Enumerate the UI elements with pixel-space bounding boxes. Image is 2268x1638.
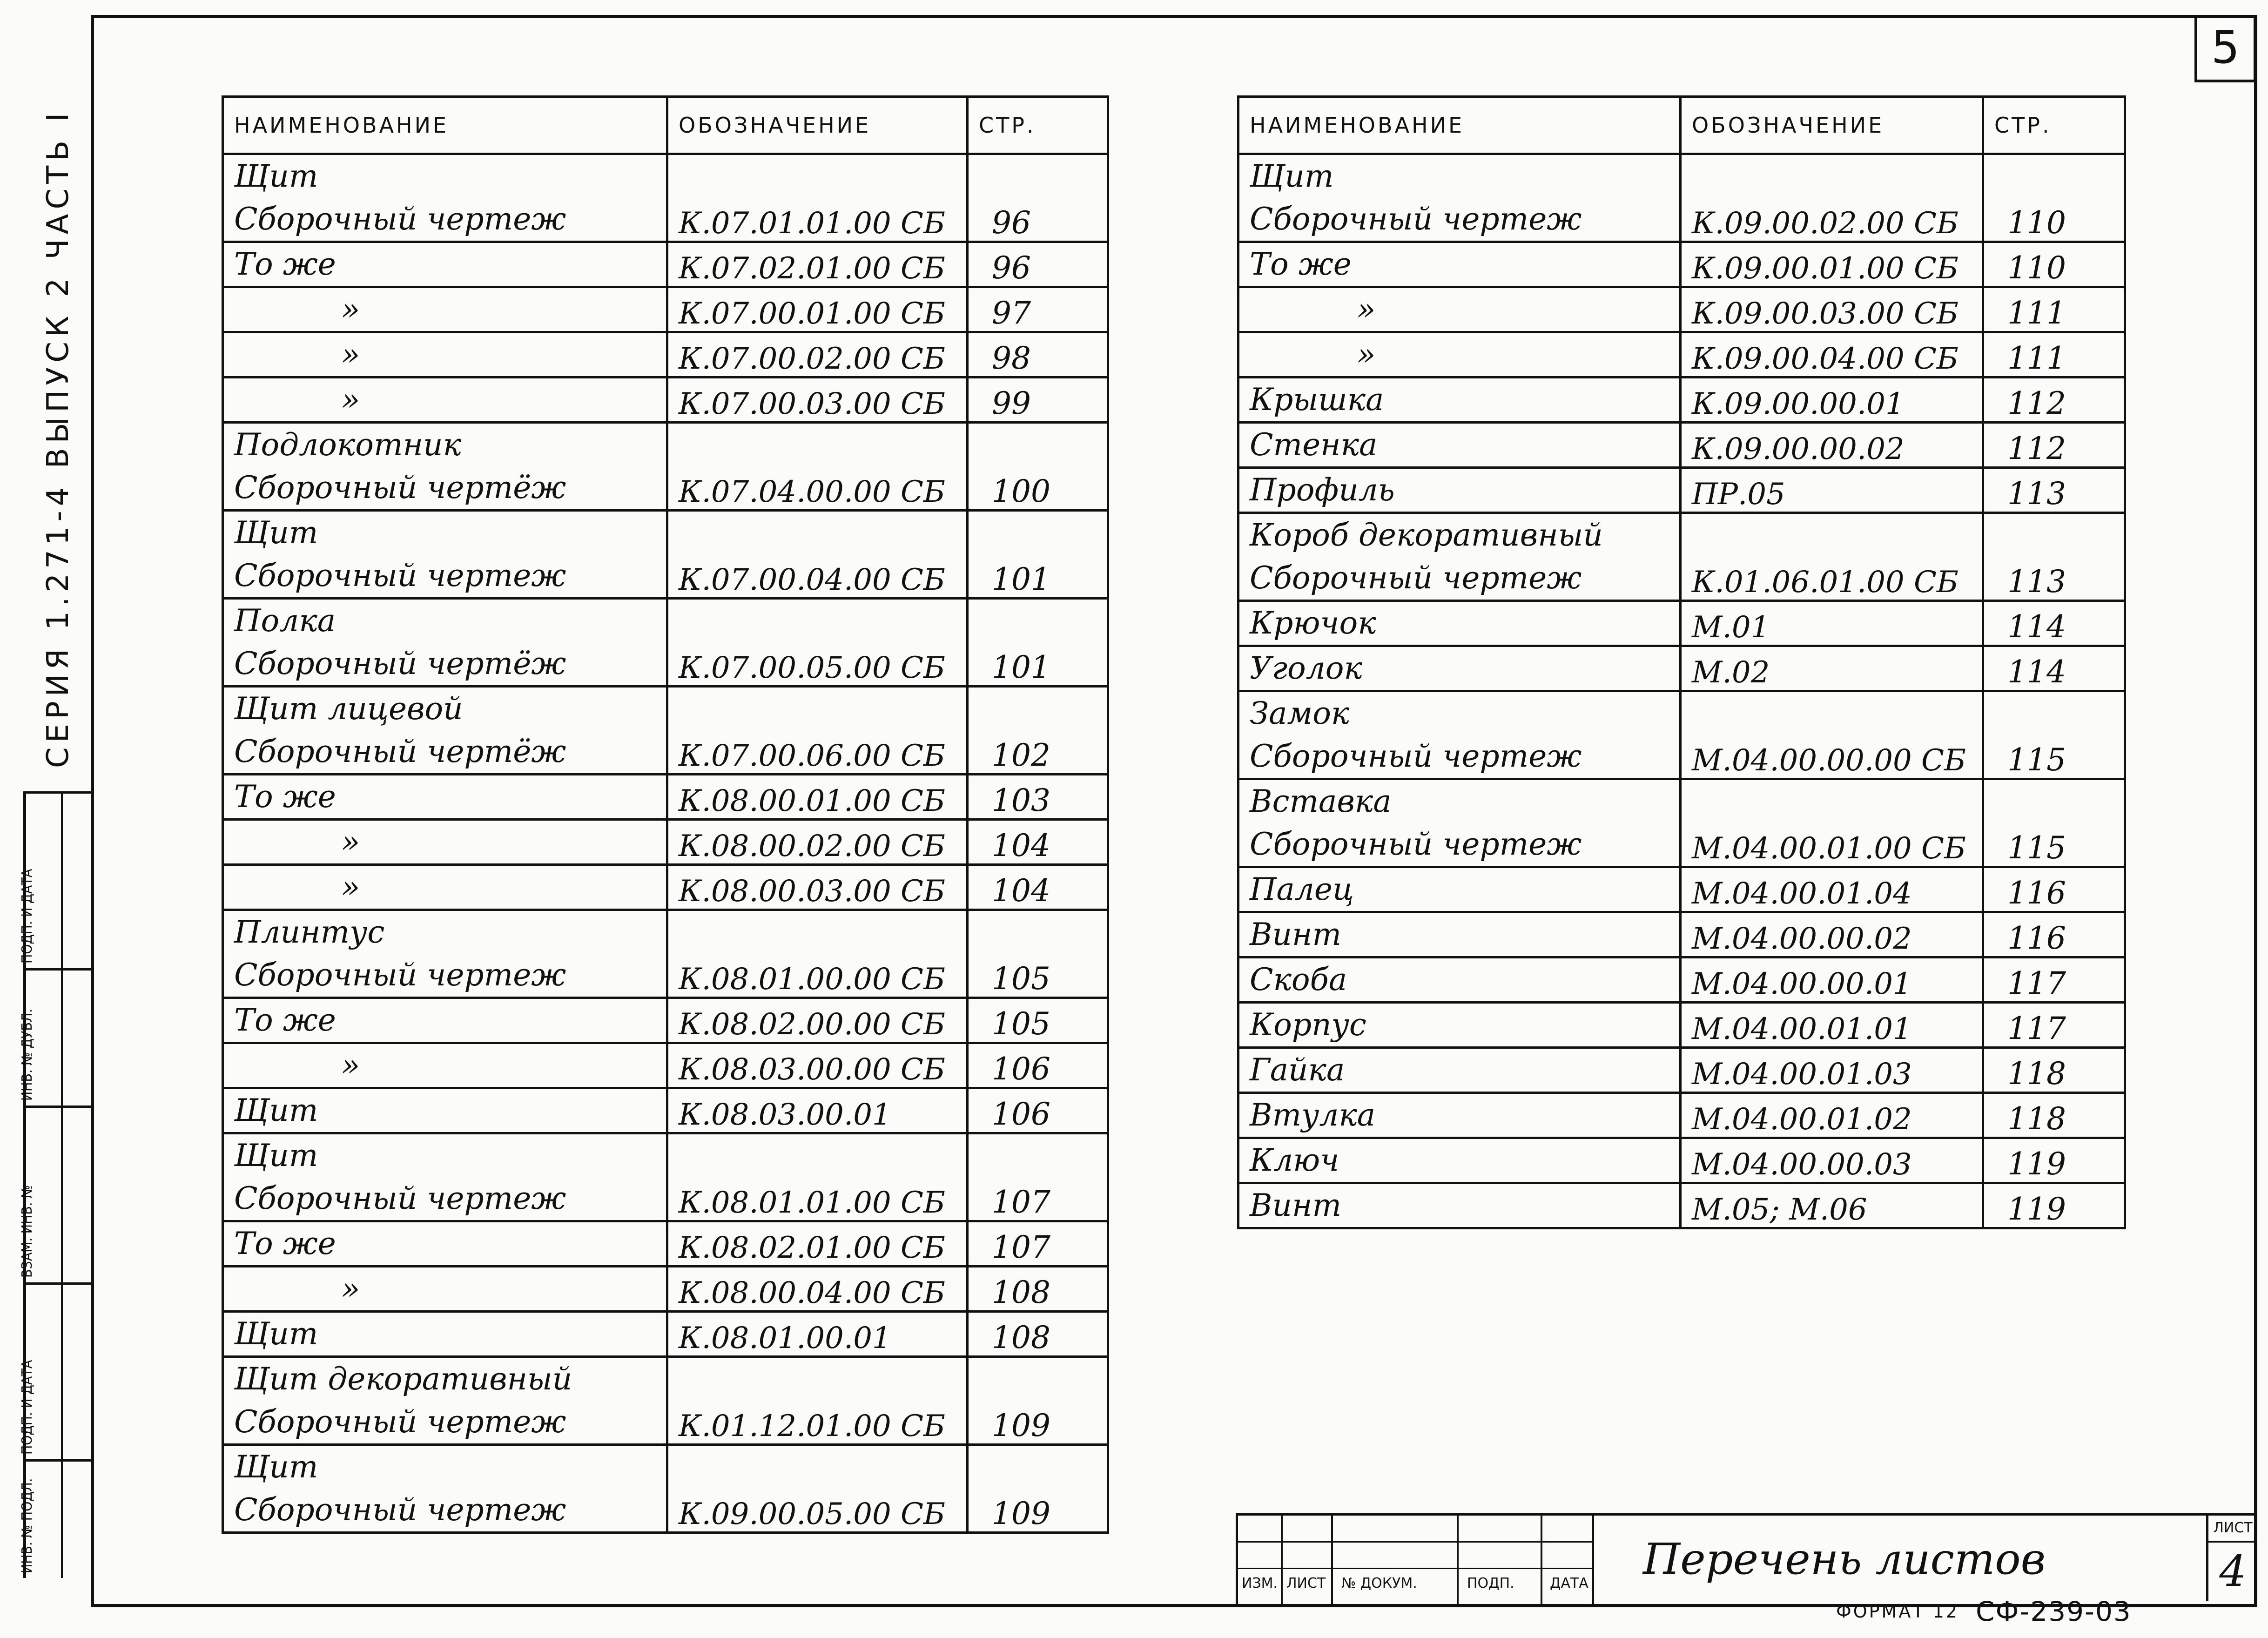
table-row xyxy=(223,865,1108,910)
table-row xyxy=(1238,1093,2125,1138)
item-page-cell: 110 xyxy=(1983,242,2125,287)
item-name-cell xyxy=(1238,513,1681,601)
column-header-name: НАИМЕНОВАНИЕ xyxy=(223,97,667,154)
item-name-line: » xyxy=(1357,291,1376,327)
item-page-cell: 110 xyxy=(1983,154,2125,242)
item-name-line: » xyxy=(341,291,360,327)
item-page-cell: 111 xyxy=(1983,332,2125,377)
item-name-line: Крышка xyxy=(1250,382,1384,418)
item-name-line: Винт xyxy=(1250,917,1342,952)
item-name-line: Щит xyxy=(234,1316,318,1352)
item-page-cell: 113 xyxy=(1983,468,2125,513)
approval-cell-sign-date-2 xyxy=(19,791,91,968)
item-name-cell xyxy=(1238,867,1681,912)
approval-label: ИНВ. № ДУБЛ. xyxy=(19,1009,35,1101)
table-row xyxy=(1238,423,2125,468)
item-name-line: То же xyxy=(234,1002,336,1038)
table-row xyxy=(223,242,1108,287)
table-row xyxy=(1238,601,2125,646)
item-designation-cell: К.08.03.00.01 xyxy=(667,1088,968,1133)
table-row xyxy=(1238,867,2125,912)
item-page-cell: 119 xyxy=(1983,1183,2125,1228)
stamp-column-sheet: ЛИСТ xyxy=(1286,1575,1326,1591)
item-page-cell: 115 xyxy=(1983,779,2125,867)
item-name-line: Сборочный чертёж xyxy=(234,734,566,769)
item-name-line: Щит xyxy=(234,1138,318,1173)
approval-cell-replacement-inv xyxy=(19,1105,91,1282)
item-name-line: Сборочный чертеж xyxy=(234,1180,566,1216)
item-name-line: Плинтус xyxy=(234,914,385,950)
item-designation-cell: К.07.00.03.00 СБ xyxy=(667,377,968,423)
item-name-cell xyxy=(223,511,667,599)
item-name-line: Сборочный чертеж xyxy=(234,1492,566,1528)
item-designation-cell: К.07.04.00.00 СБ xyxy=(667,423,968,511)
item-name-cell xyxy=(223,1088,667,1133)
item-name-line: Сборочный чертеж xyxy=(1250,738,1582,774)
item-name-cell xyxy=(1238,601,1681,646)
table-row xyxy=(223,423,1108,511)
table-row xyxy=(223,1357,1108,1445)
sheet-number: 4 xyxy=(2219,1546,2247,1596)
item-name-line: » xyxy=(341,824,360,860)
item-designation-cell: М.05; М.06 xyxy=(1681,1183,1983,1228)
item-name-cell xyxy=(1238,912,1681,957)
table-row xyxy=(223,332,1108,377)
table-row xyxy=(1238,332,2125,377)
item-name-line: Сборочный чертеж xyxy=(234,201,566,237)
item-designation-cell: К.07.01.01.00 СБ xyxy=(667,154,968,242)
item-designation-cell: К.08.03.00.00 СБ xyxy=(667,1043,968,1088)
item-name-line: Щит декоративный xyxy=(234,1361,572,1397)
item-name-line: Щит xyxy=(234,158,318,194)
item-name-cell xyxy=(223,332,667,377)
item-page-cell: 113 xyxy=(1983,513,2125,601)
table-row xyxy=(223,599,1108,687)
table-row xyxy=(223,1445,1108,1533)
item-designation-cell: М.04.00.01.00 СБ xyxy=(1681,779,1983,867)
item-name-cell xyxy=(223,1267,667,1312)
item-page-cell: 105 xyxy=(968,910,1108,998)
item-name-line: Сборочный чертёж xyxy=(234,646,566,681)
approval-cell-original-inv xyxy=(19,1459,91,1578)
item-designation-cell: К.08.00.03.00 СБ xyxy=(667,865,968,910)
table-row xyxy=(223,1312,1108,1357)
item-name-line: Щит xyxy=(234,1092,318,1128)
item-page-cell: 112 xyxy=(1983,377,2125,423)
item-name-line: Гайка xyxy=(1250,1052,1345,1088)
item-designation-cell: К.07.00.01.00 СБ xyxy=(667,287,968,332)
item-name-line: » xyxy=(1357,337,1376,372)
table-row xyxy=(223,1267,1108,1312)
item-name-line: Винт xyxy=(1250,1187,1342,1223)
sheet-list-table-left xyxy=(222,95,1109,1534)
item-page-cell: 119 xyxy=(1983,1138,2125,1183)
table-row xyxy=(1238,377,2125,423)
table-row xyxy=(223,1088,1108,1133)
item-name-cell xyxy=(223,154,667,242)
item-name-line: Ключ xyxy=(1250,1142,1339,1178)
item-designation-cell: К.08.00.04.00 СБ xyxy=(667,1267,968,1312)
item-name-cell xyxy=(223,377,667,423)
format-label: ФОРМАТ 12 xyxy=(1836,1601,1959,1622)
item-name-cell xyxy=(1238,691,1681,779)
item-name-line: Профиль xyxy=(1250,472,1395,508)
sheet-list-table-right xyxy=(1237,95,2126,1229)
stamp-column-document: № ДОКУМ. xyxy=(1341,1575,1417,1591)
item-name-line: » xyxy=(341,382,360,418)
item-name-line: Щит лицевой xyxy=(234,691,463,727)
item-page-cell: 101 xyxy=(968,599,1108,687)
table-row xyxy=(1238,1048,2125,1093)
table-row xyxy=(1238,287,2125,332)
item-name-line: Крючок xyxy=(1250,605,1376,641)
document-title: Перечень листов xyxy=(1643,1534,2046,1584)
item-designation-cell: К.09.00.01.00 СБ xyxy=(1681,242,1983,287)
item-page-cell: 112 xyxy=(1983,423,2125,468)
item-designation-cell: К.01.12.01.00 СБ xyxy=(667,1357,968,1445)
item-name-cell xyxy=(223,910,667,998)
item-page-cell: 108 xyxy=(968,1267,1108,1312)
approval-cell-sign-date xyxy=(19,1282,91,1459)
revision-divider xyxy=(1541,1516,1542,1604)
item-name-cell xyxy=(1238,779,1681,867)
item-page-cell: 114 xyxy=(1983,646,2125,691)
item-name-cell xyxy=(223,1043,667,1088)
item-name-cell xyxy=(1238,423,1681,468)
item-designation-cell: К.07.02.01.00 СБ xyxy=(667,242,968,287)
item-page-cell: 106 xyxy=(968,1043,1108,1088)
column-header-page: СТР. xyxy=(1983,97,2125,154)
table-row xyxy=(223,910,1108,998)
revision-grid xyxy=(1236,1516,1594,1604)
revision-divider xyxy=(1281,1516,1283,1604)
table-row xyxy=(1238,912,2125,957)
item-name-line: Короб декоративный xyxy=(1250,517,1603,553)
item-designation-cell: М.04.00.01.02 xyxy=(1681,1093,1983,1138)
item-name-line: Сборочный чертеж xyxy=(1250,826,1582,862)
item-page-cell: 97 xyxy=(968,287,1108,332)
item-page-cell: 99 xyxy=(968,377,1108,423)
item-name-line: То же xyxy=(1250,246,1352,282)
approval-label: ВЗАМ. ИНВ. № xyxy=(19,1185,35,1278)
item-name-line: Щит xyxy=(234,1449,318,1485)
table-row xyxy=(223,377,1108,423)
item-name-line: Щит xyxy=(234,515,318,551)
item-name-line: Щит xyxy=(1250,158,1334,194)
table-row xyxy=(1238,779,2125,867)
table-row xyxy=(1238,1138,2125,1183)
item-designation-cell: К.08.01.01.00 СБ xyxy=(667,1133,968,1221)
item-page-cell: 101 xyxy=(968,511,1108,599)
item-designation-cell: К.01.06.01.00 СБ xyxy=(1681,513,1983,601)
column-header-designation: ОБОЗНАЧЕНИЕ xyxy=(667,97,968,154)
item-page-cell: 102 xyxy=(968,687,1108,775)
item-designation-cell: М.04.00.00.01 xyxy=(1681,957,1983,1003)
item-designation-cell: ПР.05 xyxy=(1681,468,1983,513)
item-name-cell xyxy=(223,599,667,687)
item-name-cell xyxy=(1238,957,1681,1003)
item-designation-cell: М.04.00.00.00 СБ xyxy=(1681,691,1983,779)
table-row xyxy=(223,687,1108,775)
item-name-cell xyxy=(1238,1183,1681,1228)
table-row xyxy=(1238,242,2125,287)
item-designation-cell: М.02 xyxy=(1681,646,1983,691)
item-name-line: Палец xyxy=(1250,871,1354,907)
table-row xyxy=(223,998,1108,1043)
item-name-cell xyxy=(1238,287,1681,332)
item-name-cell xyxy=(1238,468,1681,513)
item-page-cell: 117 xyxy=(1983,1003,2125,1048)
sheet-number-box xyxy=(2206,1516,2257,1601)
table-row xyxy=(223,1043,1108,1088)
item-name-line: Уголок xyxy=(1250,650,1362,686)
revision-line xyxy=(1238,1541,1592,1543)
item-name-line: Вставка xyxy=(1250,783,1392,819)
item-designation-cell: К.07.00.02.00 СБ xyxy=(667,332,968,377)
table-row xyxy=(223,1133,1108,1221)
item-designation-cell: К.08.02.01.00 СБ xyxy=(667,1221,968,1267)
table-row xyxy=(1238,691,2125,779)
item-name-cell xyxy=(1238,242,1681,287)
item-name-cell xyxy=(1238,1048,1681,1093)
item-designation-cell: М.04.00.01.04 xyxy=(1681,867,1983,912)
item-designation-cell: К.07.00.05.00 СБ xyxy=(667,599,968,687)
item-designation-cell: М.04.00.00.03 xyxy=(1681,1138,1983,1183)
column-header-designation: ОБОЗНАЧЕНИЕ xyxy=(1681,97,1983,154)
item-name-line: То же xyxy=(234,246,336,282)
revision-divider xyxy=(1457,1516,1459,1604)
approval-label: ПОДП. И ДАТА xyxy=(19,869,35,964)
item-name-line: Полка xyxy=(234,603,336,639)
item-page-cell: 118 xyxy=(1983,1093,2125,1138)
table-row xyxy=(223,1221,1108,1267)
item-designation-cell: К.07.00.06.00 СБ xyxy=(667,687,968,775)
item-designation-cell: К.09.00.00.02 xyxy=(1681,423,1983,468)
item-designation-cell: М.01 xyxy=(1681,601,1983,646)
item-designation-cell: К.09.00.00.01 xyxy=(1681,377,1983,423)
item-name-line: То же xyxy=(234,779,336,815)
item-name-line: То же xyxy=(234,1226,336,1261)
item-designation-cell: М.04.00.01.03 xyxy=(1681,1048,1983,1093)
item-name-cell xyxy=(1238,377,1681,423)
item-designation-cell: К.09.00.04.00 СБ xyxy=(1681,332,1983,377)
item-name-line: Сборочный чертеж xyxy=(1250,201,1582,237)
item-designation-cell: К.09.00.05.00 СБ xyxy=(667,1445,968,1533)
item-name-cell xyxy=(223,998,667,1043)
item-page-cell: 111 xyxy=(1983,287,2125,332)
table-row xyxy=(1238,468,2125,513)
item-name-cell xyxy=(223,1357,667,1445)
item-page-cell: 104 xyxy=(968,820,1108,865)
table-row xyxy=(223,287,1108,332)
table-row xyxy=(223,154,1108,242)
table-row xyxy=(223,511,1108,599)
item-page-cell: 100 xyxy=(968,423,1108,511)
item-name-line: Замок xyxy=(1250,695,1350,731)
approval-cell-duplicate-inv xyxy=(19,968,91,1105)
item-name-line: Сборочный чертеж xyxy=(1250,560,1582,596)
table-row xyxy=(223,775,1108,820)
item-page-cell: 98 xyxy=(968,332,1108,377)
item-name-cell xyxy=(1238,154,1681,242)
approval-strip xyxy=(19,791,91,1578)
item-name-line: » xyxy=(341,337,360,372)
item-name-cell xyxy=(223,820,667,865)
item-designation-cell: К.09.00.02.00 СБ xyxy=(1681,154,1983,242)
item-designation-cell: К.08.02.00.00 СБ xyxy=(667,998,968,1043)
series-side-title: СЕРИЯ 1.271-4 ВЫПУСК 2 ЧАСТЬ I xyxy=(41,108,75,768)
item-name-line: » xyxy=(341,869,360,905)
stamp-column-date: ДАТА xyxy=(1550,1575,1588,1591)
item-name-line: Сборочный чертеж xyxy=(234,957,566,993)
item-name-cell xyxy=(1238,332,1681,377)
item-designation-cell: К.09.00.03.00 СБ xyxy=(1681,287,1983,332)
item-designation-cell: М.04.00.01.01 xyxy=(1681,1003,1983,1048)
table-row xyxy=(1238,957,2125,1003)
item-name-line: Втулка xyxy=(1250,1097,1376,1133)
stamp-column-change: ИЗМ. xyxy=(1242,1575,1278,1591)
item-name-line: Сборочный чертёж xyxy=(234,470,566,506)
sheet-label: ЛИСТ xyxy=(2208,1516,2257,1543)
item-page-cell: 107 xyxy=(968,1221,1108,1267)
table-row xyxy=(1238,513,2125,601)
table-header-row xyxy=(223,97,1108,154)
column-header-page: СТР. xyxy=(968,97,1108,154)
item-name-line: » xyxy=(341,1271,360,1307)
item-name-line: Стенка xyxy=(1250,427,1378,463)
title-block xyxy=(1236,1513,2255,1604)
item-page-cell: 116 xyxy=(1983,912,2125,957)
table-row xyxy=(223,820,1108,865)
item-designation-cell: К.07.00.04.00 СБ xyxy=(667,511,968,599)
item-page-cell: 114 xyxy=(1983,601,2125,646)
item-name-cell xyxy=(1238,646,1681,691)
item-name-cell xyxy=(223,1312,667,1357)
item-name-cell xyxy=(223,1221,667,1267)
item-name-cell xyxy=(223,287,667,332)
item-page-cell: 118 xyxy=(1983,1048,2125,1093)
item-designation-cell: М.04.00.00.02 xyxy=(1681,912,1983,957)
page-number: 5 xyxy=(2194,15,2256,82)
item-designation-cell: К.08.00.02.00 СБ xyxy=(667,820,968,865)
item-page-cell: 96 xyxy=(968,154,1108,242)
item-page-cell: 108 xyxy=(968,1312,1108,1357)
item-name-line: Корпус xyxy=(1250,1007,1366,1043)
item-name-line: Скоба xyxy=(1250,962,1347,998)
item-name-cell xyxy=(1238,1093,1681,1138)
item-designation-cell: К.08.00.01.00 СБ xyxy=(667,775,968,820)
item-name-cell xyxy=(1238,1003,1681,1048)
item-name-cell xyxy=(223,687,667,775)
item-page-cell: 103 xyxy=(968,775,1108,820)
item-page-cell: 105 xyxy=(968,998,1108,1043)
item-page-cell: 104 xyxy=(968,865,1108,910)
item-name-line: Сборочный чертеж xyxy=(234,558,566,593)
item-page-cell: 107 xyxy=(968,1133,1108,1221)
item-page-cell: 109 xyxy=(968,1445,1108,1533)
item-designation-cell: К.08.01.00.00 СБ xyxy=(667,910,968,998)
item-name-cell xyxy=(223,775,667,820)
item-name-line: Подлокотник xyxy=(234,427,462,463)
item-name-cell xyxy=(1238,1138,1681,1183)
item-name-cell xyxy=(223,1133,667,1221)
item-page-cell: 116 xyxy=(1983,867,2125,912)
stamp-column-signature: ПОДП. xyxy=(1467,1575,1514,1591)
table-row xyxy=(1238,1183,2125,1228)
item-name-cell xyxy=(223,865,667,910)
item-page-cell: 109 xyxy=(968,1357,1108,1445)
item-name-cell xyxy=(223,423,667,511)
approval-label: ПОДП. И ДАТА xyxy=(19,1360,35,1455)
item-page-cell: 106 xyxy=(968,1088,1108,1133)
item-page-cell: 96 xyxy=(968,242,1108,287)
column-header-name: НАИМЕНОВАНИЕ xyxy=(1238,97,1681,154)
table-row xyxy=(1238,646,2125,691)
table-row xyxy=(1238,1003,2125,1048)
item-name-cell xyxy=(223,1445,667,1533)
item-name-line: Сборочный чертеж xyxy=(234,1404,566,1440)
table-header-row xyxy=(1238,97,2125,154)
table-row xyxy=(1238,154,2125,242)
item-page-cell: 117 xyxy=(1983,957,2125,1003)
revision-divider xyxy=(1331,1516,1333,1604)
item-name-line: » xyxy=(341,1047,360,1083)
item-designation-cell: К.08.01.00.01 xyxy=(667,1312,968,1357)
revision-line xyxy=(1238,1568,1592,1569)
item-page-cell: 115 xyxy=(1983,691,2125,779)
approval-label: ИНВ. № ПОДЛ. xyxy=(19,1478,35,1573)
item-name-cell xyxy=(223,242,667,287)
document-code: СФ-239-03 xyxy=(1976,1596,2132,1627)
